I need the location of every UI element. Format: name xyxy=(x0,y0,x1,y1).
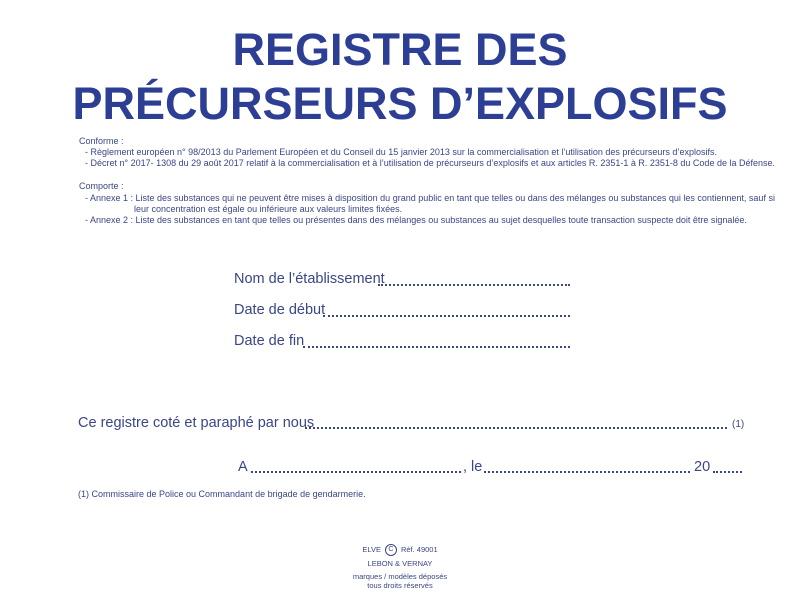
date-field[interactable] xyxy=(484,470,690,473)
footnote: (1) Commissaire de Police ou Commandant de brigade de gendarmerie. xyxy=(78,489,366,499)
conforme-heading: Conforme : xyxy=(79,136,124,146)
title-line-1: REGISTRE DES xyxy=(232,24,568,75)
end-date-label: Date de fin xyxy=(234,333,305,349)
start-date-label: Date de début xyxy=(234,302,326,318)
rights-line-1: marques / modèles déposés xyxy=(352,572,448,581)
reference-number: Réf. 49001 xyxy=(400,544,438,554)
footnote-ref: (1) xyxy=(732,419,745,430)
certification-label: Ce registre coté et paraphé par nous xyxy=(78,415,315,431)
place-field[interactable] xyxy=(251,470,461,473)
establishment-name-field[interactable] xyxy=(378,283,570,286)
end-date-field[interactable] xyxy=(303,345,570,348)
title-line-2: PRÉCURSEURS D’EXPLOSIFS xyxy=(72,78,728,129)
date-separator: , le xyxy=(463,459,483,475)
comporte-heading: Comporte : xyxy=(79,181,124,191)
publisher-line xyxy=(0,544,800,556)
annexe-1-line-2: leur concentration est égale ou inférieure aux valeurs limites fixées. xyxy=(134,204,403,214)
conforme-item-1: - Règlement européen n° 98/2013 du Parlement Européen et du Conseil du 15 janvier 2013 sur la commercialisation et l’utilisation des précurseurs d’explosifs. xyxy=(85,147,717,157)
publisher-company: LEBON & VERNAY xyxy=(367,559,433,568)
year-prefix: 20 xyxy=(694,459,711,475)
brand-name: ELVE xyxy=(362,544,381,554)
establishment-name-label: Nom de l’établissement xyxy=(234,271,385,287)
copyright-icon: C xyxy=(385,544,397,556)
place-label: A xyxy=(238,459,248,475)
certified-by-field[interactable] xyxy=(305,426,727,429)
rights-line-2: tous droits réservés xyxy=(367,581,433,590)
annexe-2: - Annexe 2 : Liste des substances en tant que telles ou présentes dans des mélanges ou substances au sujet desquelles toute transaction suspecte doit être signalée. xyxy=(85,215,747,225)
conforme-item-2: - Décret n° 2017- 1308 du 29 août 2017 relatif à la commercialisation et à l’utilisation de précurseurs d’explosifs et aux articles R. 2351-1 à R. 2351-8 du Code de la Défense. xyxy=(85,158,775,168)
annexe-1-line-1: - Annexe 1 : Liste des substances qui ne peuvent être mises à disposition du grand public en tant que telles ou dans des mélanges ou substances qui les contiennent, sauf si xyxy=(85,193,775,203)
start-date-field[interactable] xyxy=(323,314,570,317)
year-field[interactable] xyxy=(713,470,742,473)
